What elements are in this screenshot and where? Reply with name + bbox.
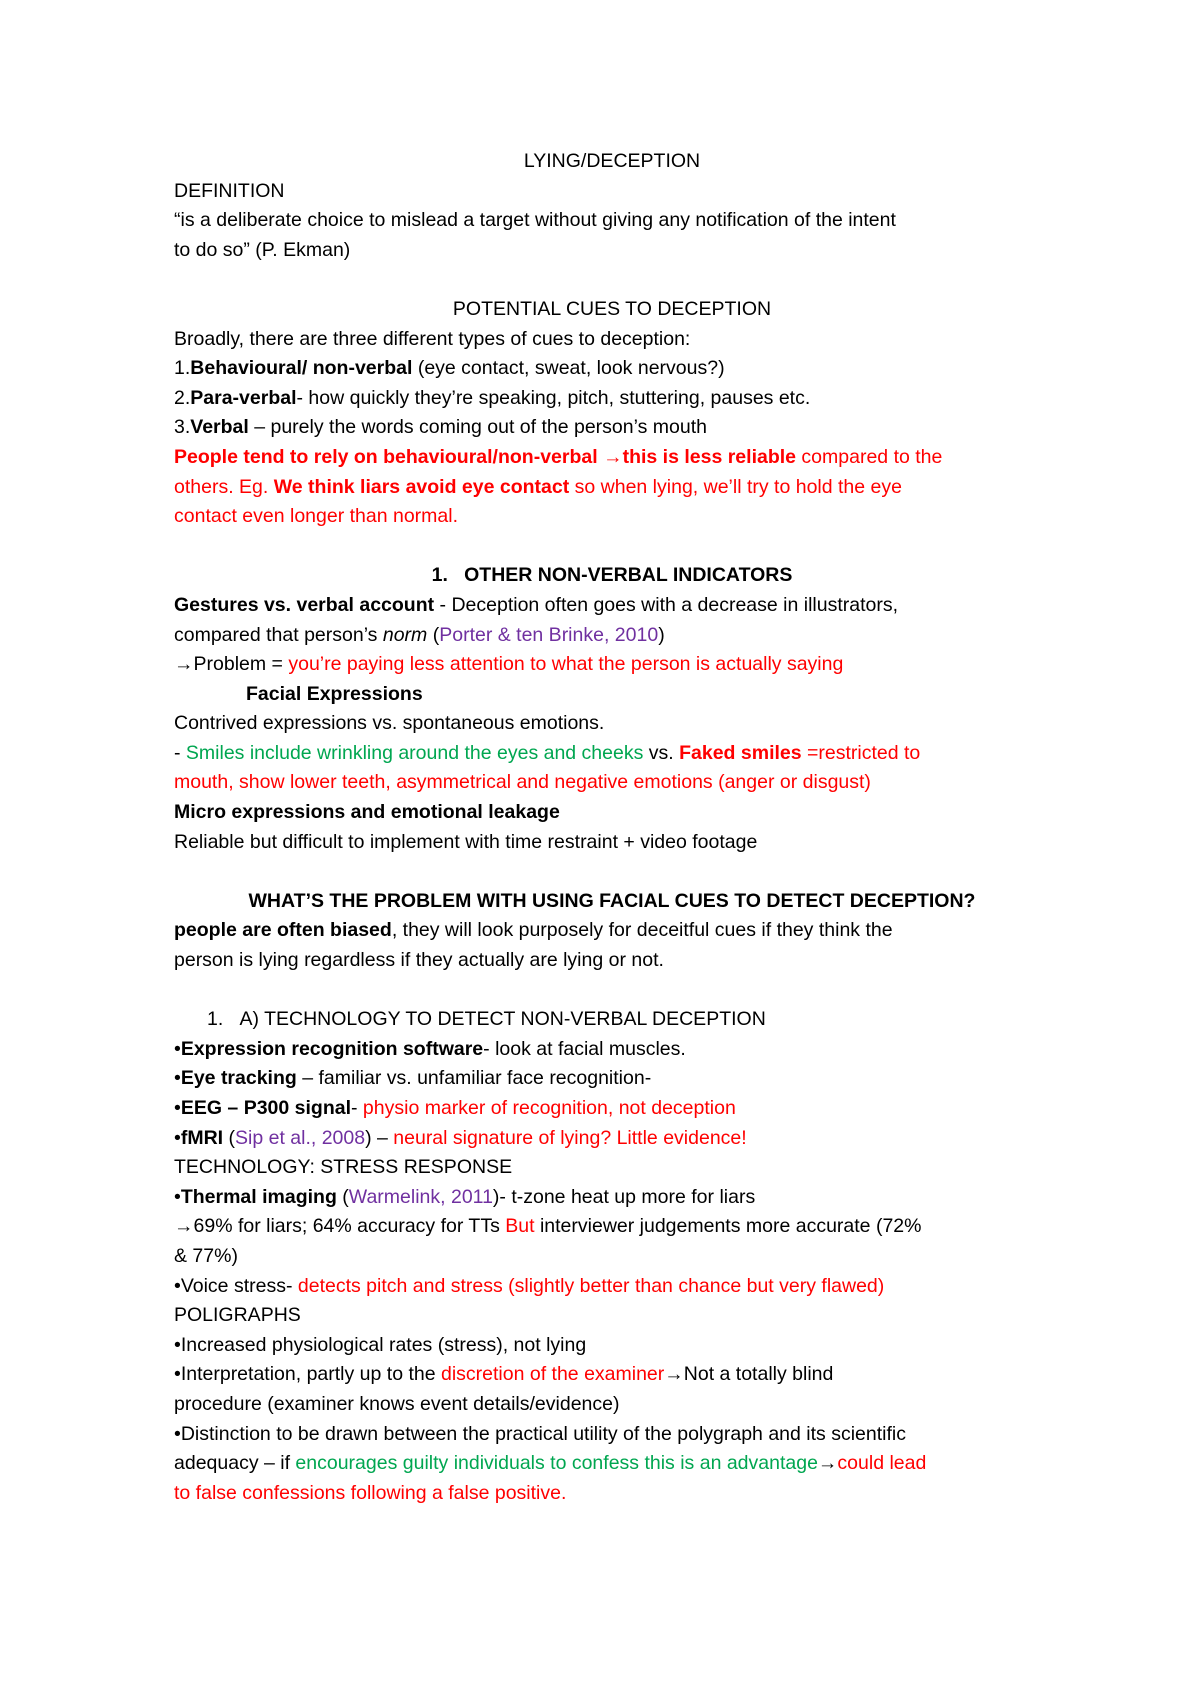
bullet-icon: • [174,1097,181,1119]
polygraph-item-3-cont: adequacy – if encourages guilty individuals to confess this is an advantage→could lead [174,1452,927,1475]
citation: Porter & ten Brinke, 2010 [439,623,659,646]
polygraph-item-2-cont: procedure (examiner knows event details/evidence) [174,1392,620,1415]
polygraph-item-2: •Interpretation, partly up to the discretion of the examiner→Not a totally blind [174,1363,834,1386]
arrow-icon: → [817,1452,838,1475]
stress-heading: TECHNOLOGY: STRESS RESPONSE [174,1156,513,1179]
bullet-icon: • [174,1185,181,1208]
cue-item-behavioural: 1.Behavioural/ non-verbal (eye contact, sweat, look nervous?) [174,357,725,380]
mouth-line: mouth, show lower teeth, asymmetrical and negative emotions (anger or disgust) [174,771,871,794]
smiles-line: - Smiles include wrinkling around the eyes and cheeks vs. Faked smiles =restricted to [174,741,921,764]
biased-line-1: people are often biased, they will look purposely for deceitful cues if they think the [174,919,893,942]
accuracy-line-1: →69% for liars; 64% accuracy for TTs But interviewer judgements more accurate (72% [174,1215,922,1238]
page-title: LYING/DECEPTION [523,150,701,172]
problem-line: →Problem = you’re paying less attention to what the person is actually saying [174,653,844,676]
tech-item-voice: •Voice stress- detects pitch and stress (slightly better than chance but very flawed) [174,1274,885,1297]
biased-line-2: person is lying regardless if they actually are lying or not. [174,949,664,972]
definition-quote-line-2: to do so” (P. Ekman) [174,238,351,261]
bullet-icon: • [174,1037,181,1060]
arrow-icon: → [603,445,623,468]
facial-expressions-heading: Facial Expressions [246,682,423,705]
citation: Warmelink, 2011 [348,1185,493,1208]
problem-heading: WHAT’S THE PROBLEM WITH USING FACIAL CUES TO DETECT DECEPTION? [248,889,976,912]
arrow-icon: → [664,1363,684,1386]
bullet-icon: • [174,1126,181,1149]
bullet-icon: • [174,1067,181,1090]
polygraph-item-1: •Increased physiological rates (stress), not lying [174,1333,587,1356]
definition-quote-line-1: “is a deliberate choice to mislead a target without giving any notification of the intent [174,209,896,232]
tech-item-expression: •Expression recognition software- look at facial muscles. [174,1037,686,1060]
compared-line: compared that person’s norm (Porter & ten Brinke, 2010) [174,623,665,646]
spacer [174,976,1050,1006]
cues-note-line-3: contact even longer than normal. [174,505,459,528]
spacer [174,265,1050,295]
bullet-icon: • [174,1274,181,1297]
cue-item-paraverbal: 2.Para-verbal- how quickly they’re speaking, pitch, stuttering, pauses etc. [174,386,811,409]
spacer [174,857,1050,887]
tech-item-eye-tracking: •Eye tracking – familiar vs. unfamiliar face recognition- [174,1067,652,1090]
cues-note-line-1: People tend to rely on behavioural/non-verbal →this is less reliable compared to the [174,445,943,468]
citation: Sip et al., 2008 [235,1126,366,1149]
cues-note-line-2: others. Eg. We think liars avoid eye contact so when lying, we’ll try to hold the eye [174,475,902,498]
gestures-line: Gestures vs. verbal account - Deception often goes with a decrease in illustrators, [174,593,899,616]
polygraph-item-3: •Distinction to be drawn between the practical utility of the polygraph and its scientific [174,1422,906,1445]
bullet-icon: • [174,1363,181,1386]
micro-expressions-heading: Micro expressions and emotional leakage [174,801,560,824]
tech-item-eeg: •EEG – P300 signal- physio marker of recognition, not deception [174,1097,736,1119]
arrow-icon: → [174,1215,194,1238]
reliable-line: Reliable but difficult to implement with time restraint + video footage [174,830,758,853]
cues-heading: POTENTIAL CUES TO DECEPTION [452,297,772,320]
polygraph-item-3-end: to false confessions following a false positive. [174,1481,567,1504]
spacer [174,532,1050,562]
nonverbal-heading: 1. OTHER NON-VERBAL INDICATORS [431,564,793,587]
bullet-icon: • [174,1333,181,1356]
cues-intro: Broadly, there are three different types of cues to deception: [174,327,691,350]
arrow-icon: → [174,653,194,676]
bullet-icon: • [174,1422,181,1445]
polygraphs-heading: POLIGRAPHS [174,1304,301,1327]
accuracy-line-2: & 77%) [174,1244,238,1267]
tech-item-thermal: •Thermal imaging (Warmelink, 2011)- t-zone heat up more for liars [174,1185,756,1208]
tech-item-fmri: •fMRI (Sip et al., 2008) – neural signature of lying? Little evidence! [174,1126,747,1149]
tech-heading: 1. A) TECHNOLOGY TO DETECT NON-VERBAL DECEPTION [207,1008,766,1031]
cue-item-verbal: 3.Verbal – purely the words coming out of the person’s mouth [174,416,707,439]
definition-heading: DEFINITION [174,179,285,202]
contrived-line: Contrived expressions vs. spontaneous emotions. [174,712,605,735]
